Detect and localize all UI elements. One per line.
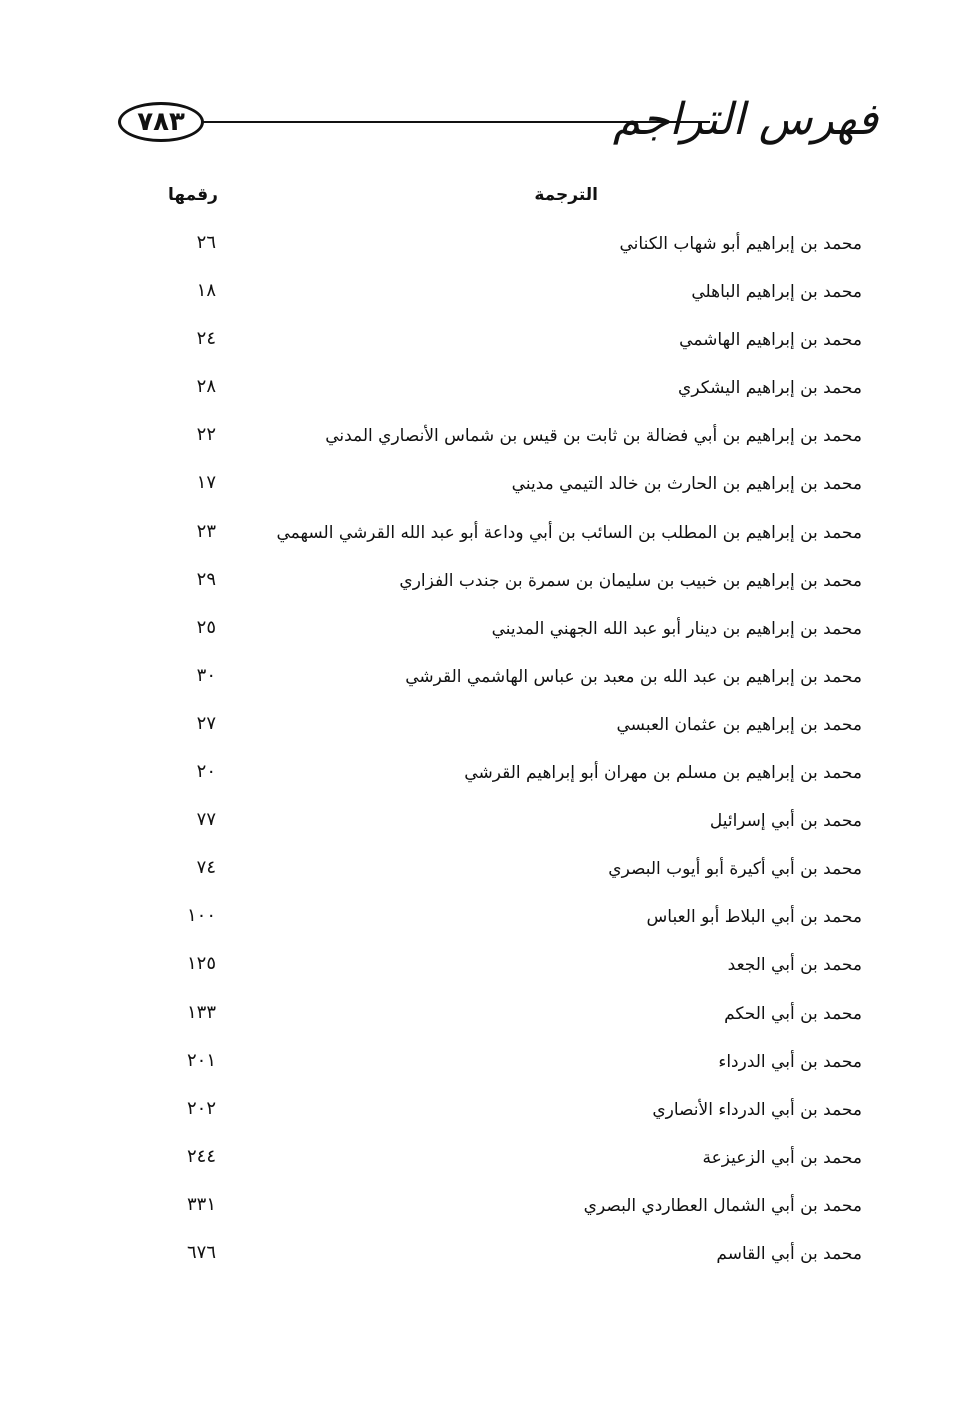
entry-number: ٢٧ [196, 712, 216, 734]
list-item [0, 709, 978, 757]
list-item [0, 372, 978, 420]
entry-name: محمد بن إبراهيم بن دينار أبو عبد الله الجهني المديني [491, 618, 862, 639]
entry-name: محمد بن إبراهيم بن عبد الله بن معبد بن عباس الهاشمي القرشي [405, 666, 862, 687]
entry-number: ٦٧٦ [186, 1241, 216, 1263]
list-item [0, 998, 978, 1046]
entry-list [0, 228, 978, 1286]
entry-number: ١٠٠ [186, 905, 216, 927]
list-item [0, 805, 978, 853]
entry-name: محمد بن إبراهيم بن مسلم بن مهران أبو إبراهيم القرشي [464, 763, 862, 784]
entry-name: محمد بن أبي إسرائيل [709, 811, 862, 832]
entry-number: ٢٦ [196, 232, 216, 253]
entry-name: محمد بن إبراهيم الباهلي [691, 282, 862, 303]
entry-name: محمد بن أبي الجعد [727, 955, 862, 976]
entry-name: محمد بن أبي القاسم [716, 1243, 862, 1264]
entry-number: ٢٠ [196, 761, 216, 783]
running-header [118, 92, 878, 162]
entry-name: محمد بن أبي الحكم [724, 1003, 862, 1024]
entry-number: ٣٠ [196, 664, 216, 686]
list-item [0, 1142, 978, 1190]
entry-number: ١٧ [196, 472, 216, 494]
list-item [0, 661, 978, 709]
entry-name: محمد بن أبي الزعيزعة [702, 1147, 862, 1168]
entry-name: محمد بن إبراهيم بن أبي فضالة بن ثابت بن قيس بن شماس الأنصاري المدني [325, 426, 862, 447]
entry-number: ٢٩ [196, 568, 216, 590]
page-number: ٧٨٣ [118, 102, 204, 142]
entry-name: محمد بن أبي الشمال العطاردي البصري [583, 1195, 862, 1216]
entry-number: ٢٠٢ [186, 1097, 216, 1119]
list-item [0, 853, 978, 901]
list-item [0, 517, 978, 565]
list-item [0, 1238, 978, 1286]
entry-number: ١٣٣ [186, 1001, 216, 1023]
list-item [0, 324, 978, 372]
column-header-number: رقمها [168, 185, 218, 205]
entry-number: ٢٢ [196, 424, 216, 446]
entry-name: محمد بن أبي الدرداء الأنصاري [652, 1099, 862, 1120]
list-item [0, 1190, 978, 1238]
entry-number: ٣٣١ [186, 1193, 216, 1215]
list-item [0, 565, 978, 613]
entry-number: ٢٥ [196, 616, 216, 638]
page-title: فهرس التراجم [612, 94, 878, 145]
list-item [0, 757, 978, 805]
list-item [0, 228, 978, 276]
list-item [0, 901, 978, 949]
entry-name: محمد بن إبراهيم بن عثمان العبسي [616, 714, 862, 735]
entry-name: محمد بن إبراهيم بن خبيب بن سليمان بن سمرة بن جندب الفزاري [399, 570, 862, 591]
entry-name: محمد بن أبي البلاط أبو العباس [646, 907, 862, 928]
entry-name: محمد بن أبي الدرداء [718, 1051, 862, 1072]
list-item [0, 1046, 978, 1094]
entry-number: ٢٨ [196, 376, 216, 398]
list-item [0, 420, 978, 468]
list-item [0, 613, 978, 661]
entry-name: محمد بن أبي أكيرة أبو أيوب البصري [608, 859, 862, 880]
list-item [0, 276, 978, 324]
entry-number: ٢٤ [196, 328, 216, 350]
entry-number: ٢٠١ [186, 1049, 216, 1071]
entry-number: ٢٤٤ [186, 1145, 216, 1167]
column-header-name: الترجمة [534, 185, 598, 205]
entry-number: ٧٤ [196, 857, 216, 879]
list-item [0, 1094, 978, 1142]
entry-name: محمد بن إبراهيم اليشكري [678, 378, 862, 399]
entry-number: ٢٣ [196, 520, 216, 542]
entry-name: محمد بن إبراهيم بن الحارث بن خالد التيمي مديني [511, 474, 862, 495]
entry-number: ١٢٥ [186, 953, 216, 975]
entry-name: محمد بن إبراهيم الهاشمي [679, 330, 862, 351]
list-item [0, 468, 978, 516]
entry-name: محمد بن إبراهيم بن المطلب بن السائب بن أبي وداعة أبو عبد الله القرشي السهمي [276, 522, 862, 543]
entry-name: محمد بن إبراهيم أبو شهاب الكناني [619, 234, 862, 254]
list-item [0, 949, 978, 997]
entry-number: ٧٧ [196, 809, 216, 831]
entry-number: ١٨ [196, 280, 216, 302]
